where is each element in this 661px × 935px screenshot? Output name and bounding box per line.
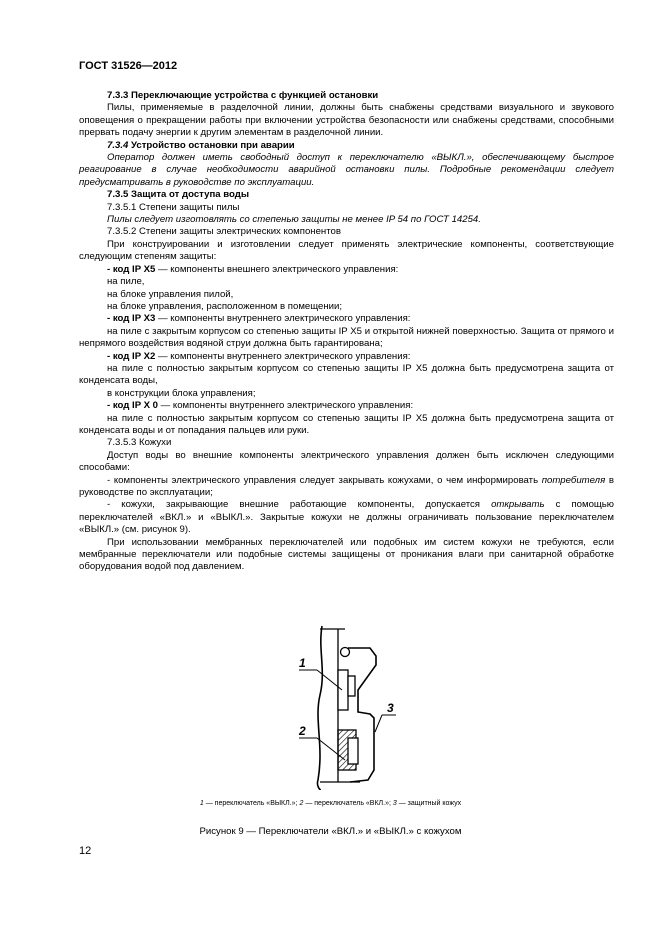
section-7353-title: 7.3.5.3 Кожухи: [107, 437, 172, 449]
ipx2-line: на пиле с полностью закрытым корпусом со степенью защиты IP X5 должна быть предусмотрена защита от конденсата воды,: [79, 362, 614, 387]
page-number: 12: [79, 845, 92, 857]
ipx5-code: - код IP X5: [107, 263, 156, 275]
section-7353-intro: Доступ воды во внешние компоненты электрического управления должен быть исключен следующими способами:: [79, 449, 614, 474]
legend-text: — переключатель «ВКЛ.»;: [303, 800, 393, 807]
ipx5-line: на блоке управления, расположенном в помещении;: [107, 300, 343, 312]
ipx5-line: на блоке управления пилой,: [107, 288, 234, 300]
ipx2-code: - код IP X2: [107, 350, 156, 362]
off-switch-body: [338, 670, 348, 710]
figure-caption: Рисунок 9 — Переключатели «ВКЛ.» и «ВЫКЛ.» с кожухом: [199, 826, 462, 837]
section-7352-title: 7.3.5.2 Степени защиты электрических компонентов: [107, 226, 341, 238]
ipx2-desc: — компоненты внутреннего электрического управления:: [155, 350, 411, 362]
bullet-text: с помощью переключателей «ВКЛ.» и «ВЫКЛ.». Закрытые кожухи не должны ограничивать пользование переключателем «ВЫКЛ.» (см. рисунок 9).: [79, 499, 614, 536]
section-733-title: 7.3.3 Переключающие устройства с функцией остановки: [107, 90, 379, 101]
figure-legend: [0, 800, 661, 807]
ipx3-code: - код IP X3: [107, 313, 156, 325]
bullet-text: - кожухи, закрывающие внешние работающие компоненты, допускается: [107, 499, 492, 511]
on-switch-button: [348, 738, 358, 764]
document-header: ГОСТ 31526—2012: [79, 60, 178, 72]
legend-num: 1: [199, 800, 204, 807]
section-733-text: Пилы, применяемые в разделочной линии, должны быть снабжены средствами визуального и звукового оповещения о прекращении работы при включении устройства безопасности или снабжены средствами, способными прервать подачу энергии к другим элементам в разделочной линии.: [79, 102, 614, 139]
legend-text: — защитный кожух: [396, 800, 462, 807]
ipx5-line: на пиле,: [107, 276, 145, 288]
section-734-heading: Устройство остановки при аварии: [128, 139, 295, 151]
ipx0-desc: — компоненты внутреннего электрического управления:: [157, 400, 414, 412]
section-7353-bullet-1: [79, 475, 614, 500]
ipx5-item: [79, 264, 614, 276]
wall-break-line: [317, 626, 322, 790]
section-7352-intro: При конструировании и изготовлении следует применять электрические компоненты, соответствующие следующим степеням защиты:: [79, 238, 614, 263]
legend-num: 3: [392, 800, 397, 807]
section-7351-title: 7.3.5.1 Степени защиты пилы: [107, 201, 240, 213]
off-switch-button: [348, 676, 355, 696]
ipx3-line: на пиле с закрытым корпусом со степенью защиты IP X5 и открытой нижней поверхностью. Защита от прямого и непрямого воздействия водяной струи должна быть гарантирована;: [79, 325, 614, 350]
ipx3-item: [79, 313, 614, 325]
ipx2-item: [79, 351, 614, 363]
leader-3: [375, 715, 382, 732]
section-734-number: 7.3.4: [107, 139, 129, 151]
bullet-text: - компоненты электрического управления следует закрывать кожухами, о чем информировать: [107, 474, 542, 486]
label-3: 3: [387, 701, 394, 715]
ipx0-code: - код IP X 0: [107, 400, 158, 412]
label-2: 2: [299, 724, 306, 738]
hinge-icon: [341, 648, 350, 657]
section-7353-bullet-2: [79, 499, 614, 536]
bullet-italic: потребителя: [541, 474, 606, 486]
ipx0-item: [79, 400, 614, 412]
figure-9-drawing: [0, 620, 661, 790]
ipx5-desc: — компоненты внешнего электрического управления:: [155, 263, 399, 275]
section-734-title: [79, 140, 614, 152]
legend-text: — переключатель «ВЫКЛ.»;: [203, 800, 300, 807]
section-7351-text: Пилы следует изготовлять со степенью защиты не менее IP 54 по ГОСТ 14254.: [107, 214, 481, 226]
section-735-title: 7.3.5 Защита от доступа воды: [107, 189, 250, 201]
label-1: 1: [299, 656, 306, 670]
section-734-text: Оператор должен иметь свободный доступ к переключателю «ВЫКЛ.», обеспечивающему быстрое реагирование в случае необходимости аварийной остановки пилы. Подробные рекомендации следует предусматривать в руководстве по эксплуатации.: [79, 152, 614, 188]
ipx0-line: на пиле с полностью закрытым корпусом со степенью защиты IP X5 должна быть предусмотрена защита от конденсата воды и от попадания пальцев или руки.: [79, 412, 614, 436]
legend-num: 2: [299, 800, 304, 807]
section-7353-final: При использовании мембранных переключателей или подобных им систем кожухи не требуются, если мембранные переключатели или подобные системы защищены от проникания влаги при санитарной обработке оборудования водой под давлением.: [79, 536, 614, 573]
ipx2-line: в конструкции блока управления;: [107, 387, 256, 399]
page-body: [79, 90, 614, 574]
bullet-italic: открывать: [491, 499, 545, 511]
ipx3-desc: — компоненты внутреннего электрического управления:: [155, 313, 411, 325]
bullet-text: в руководстве по эксплуатации;: [79, 474, 614, 498]
